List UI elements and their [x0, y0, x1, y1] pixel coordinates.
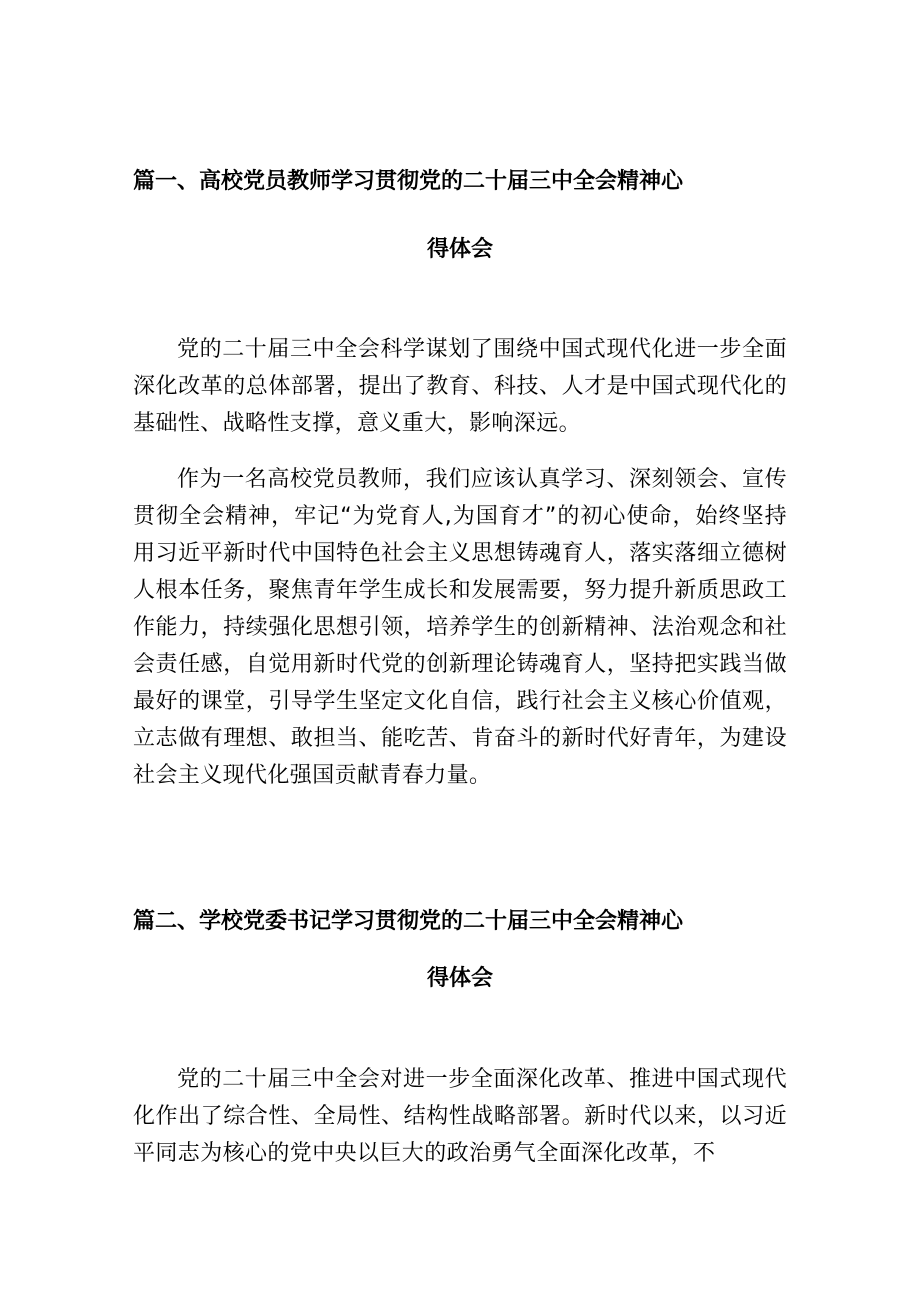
section-1-paragraph-2: 作为一名高校党员教师，我们应该认真学习、深刻领会、宣传贯彻全会精神，牢记“为党育人,为国育才”的初心使命，始终坚持用习近平新时代中国特色社会主义思想铸魂育人，落实落细立德树人根本任务，聚焦青年学生成长和发展需要，努力提升新质思政工作能力，持续强化思想引领，培养学生的创新精神、法治观念和社会责任感，自觉用新时代党的创新理论铸魂育人，坚持把实践当做最好的课堂，引导学生坚定文化自信，践行社会主义核心价值观，立志做有理想、敢担当、能吃苦、肯奋斗的新时代好青年，为建设社会主义现代化强国贡献青春力量。 — [133, 467, 787, 788]
section-1-heading-line-2: 得体会 — [426, 237, 493, 262]
section-2-paragraph-1: 党的二十届三中全会对进一步全面深化改革、推进中国式现代化作出了综合性、全局性、结构性战略部署。新时代以来，以习近平同志为核心的党中央以巨大的政治勇气全面深化改革，不 — [133, 1067, 787, 1166]
section-1-paragraph-1: 党的二十届三中全会科学谋划了围绕中国式现代化进一步全面深化改革的总体部署，提出了教育、科技、人才是中国式现代化的基础性、战略性支撑，意义重大，影响深远。 — [133, 337, 787, 436]
section-2-heading-line-2: 得体会 — [426, 966, 493, 991]
section-1-heading-line-1: 篇一、高校党员教师学习贯彻党的二十届三中全会精神心 — [133, 169, 684, 194]
section-2-heading-line-1: 篇二、学校党委书记学习贯彻党的二十届三中全会精神心 — [133, 909, 684, 934]
